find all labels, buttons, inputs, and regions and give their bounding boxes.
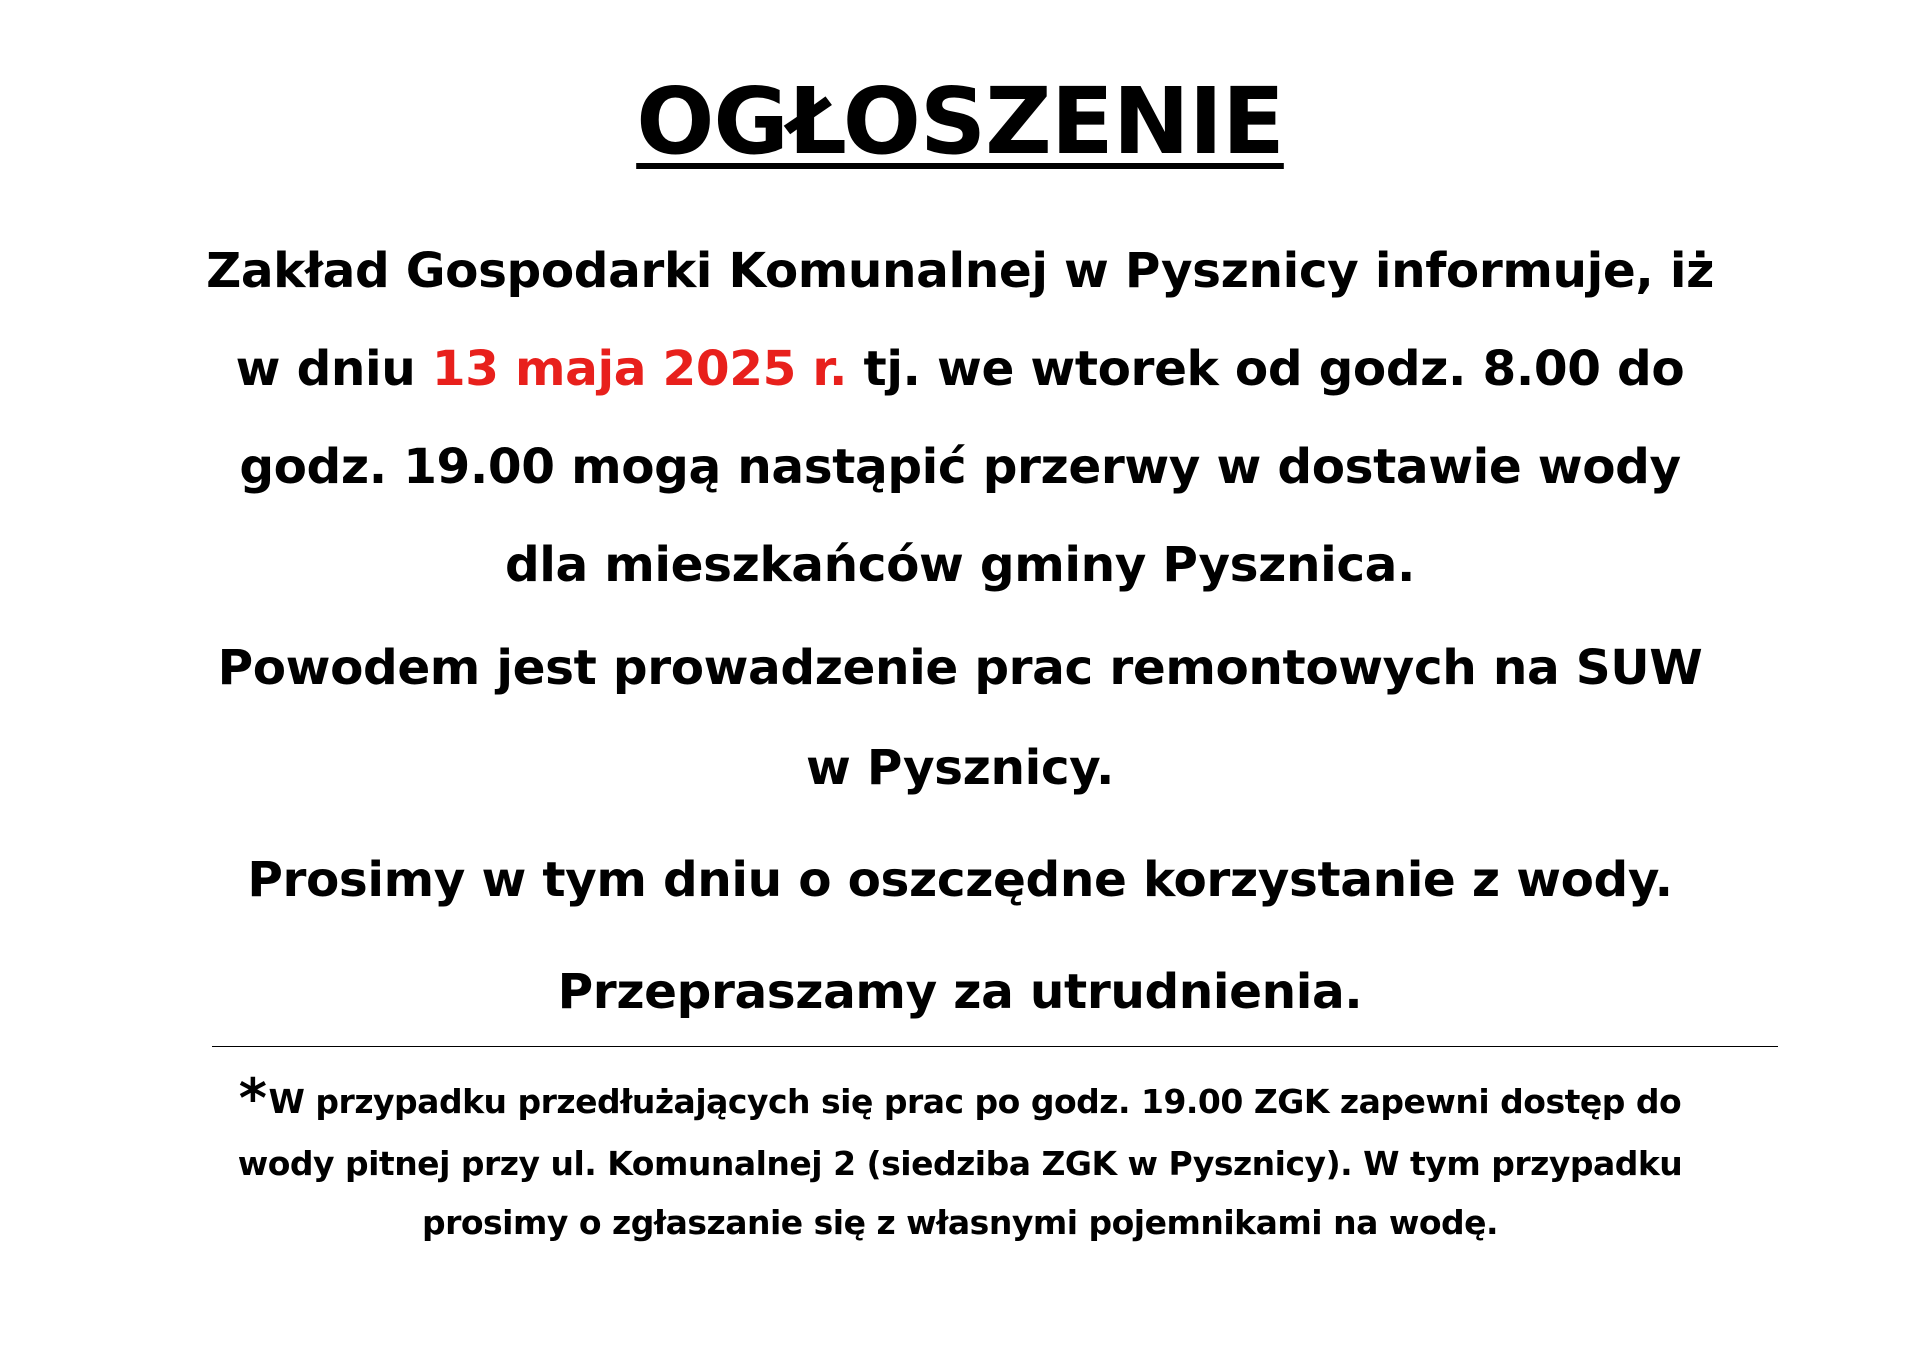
footnote-line-3: prosimy o zgłaszanie się z własnymi pojemnikami na wodę.: [421, 1203, 1499, 1242]
announcement-line-3: godz. 19.00 mogą nastąpić przerwy w dostawie wody: [239, 439, 1681, 495]
footnote: [190, 1068, 1730, 1251]
announcement-line-2: [150, 320, 1770, 418]
footnote-line-1: [190, 1068, 1730, 1133]
reason-line-2: w Pysznicy.: [806, 740, 1114, 796]
footnote-asterisk: *: [238, 1067, 267, 1130]
announcement-line-2-prefix: w dniu: [235, 341, 432, 397]
footnote-line-1-text: W przypadku przedłużających się prac po godz. 19.00 ZGK zapewni dostęp do: [268, 1082, 1682, 1121]
announcement-date: 13 maja 2025 r.: [431, 341, 848, 397]
apology-paragraph: Przepraszamy za utrudnienia.: [557, 964, 1363, 1020]
page-title-text: OGŁOSZENIE: [636, 68, 1284, 175]
announcement-paragraph: [150, 222, 1770, 614]
footnote-line-2: wody pitnej przy ul. Komunalnej 2 (siedziba ZGK w Pysznicy). W tym przypadku: [237, 1144, 1683, 1183]
announcement-line-4: dla mieszkańców gminy Pysznica.: [504, 537, 1416, 593]
announcement-line-1: Zakład Gospodarki Komunalnej w Pysznicy informuje, iż: [206, 243, 1714, 299]
footnote-divider: [212, 1046, 1778, 1047]
reason-paragraph: [150, 618, 1770, 818]
announcement-line-2-suffix: tj. we wtorek od godz. 8.00 do: [847, 341, 1685, 397]
request-paragraph: Prosimy w tym dniu o oszczędne korzystanie z wody.: [247, 852, 1673, 908]
reason-line-1: Powodem jest prowadzenie prac remontowych na SUW: [217, 640, 1703, 696]
page-title: [0, 62, 1920, 182]
